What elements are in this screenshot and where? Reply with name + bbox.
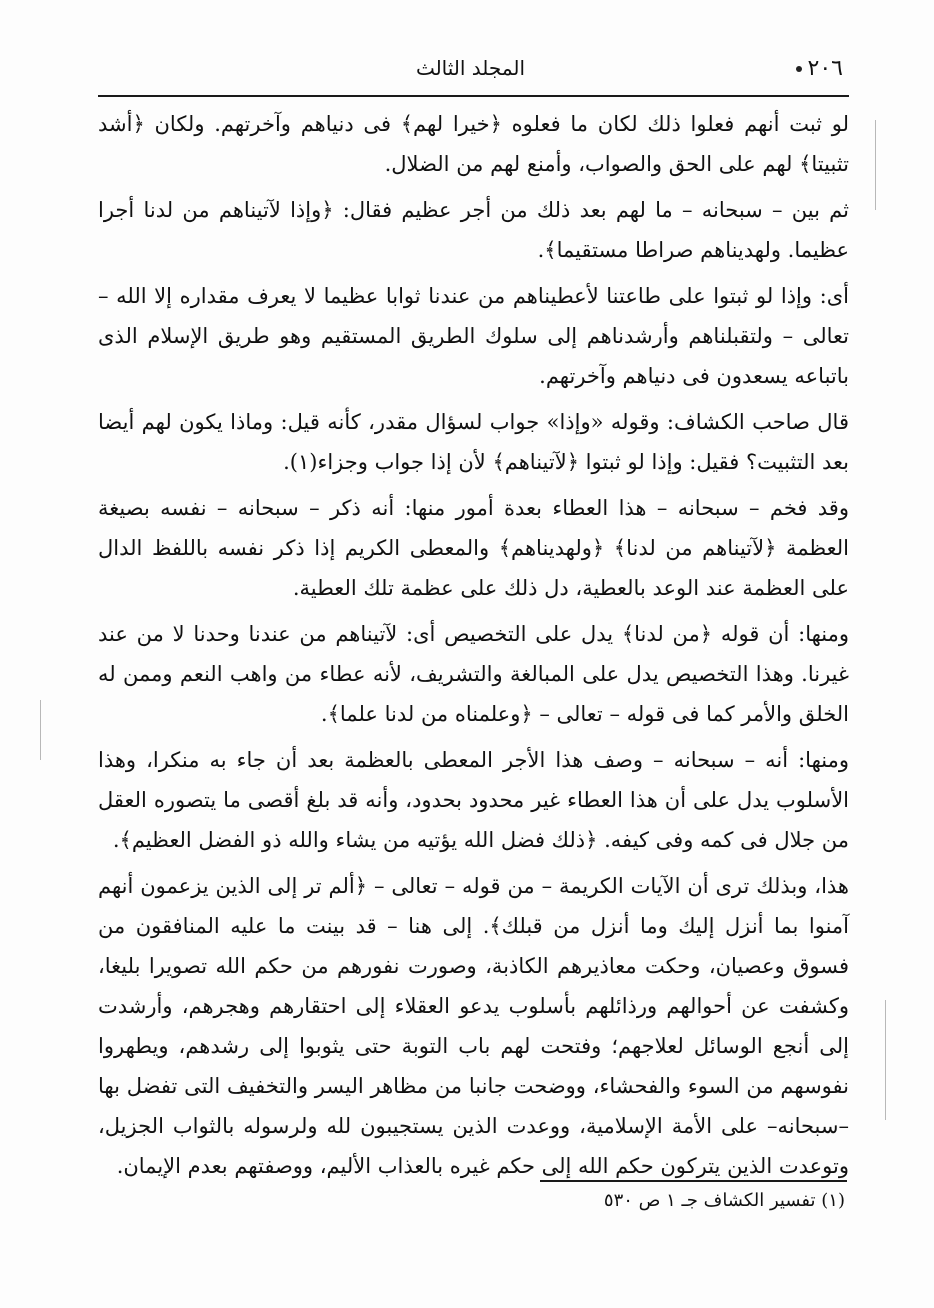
paragraph: ومنها: أنه – سبحانه – وصف هذا الأجر المعطى بالعظمة بعد أن جاء به منكرا، وهذا الأسلوب يدل على أن هذا العطاء غير محدود بحدود، وأنه قد بلغ أقصى ما يتصوره العقل من جلال فى كمه وفى كيفه. ﴿ذلك فضل الله يؤتيه من يشاء والله ذو الفضل العظيم﴾. xyxy=(98,748,850,852)
paragraph: ومنها: أن قوله ﴿من لدنا﴾ يدل على التخصيص أى: لآتيناهم من عندنا وحدنا لا من عند غيرنا. وهذا التخصيص يدل على المبالغة والتشريف، لأنه عطاء من واهب النعم وممن له الخلق والأمر كما فى قوله – تعالى – ﴿وعلمناه من لدنا علما﴾. xyxy=(98,622,849,726)
scan-margin-mark xyxy=(40,700,41,760)
paragraph: ثم بين – سبحانه – ما لهم بعد ذلك من أجر عظيم فقال: ﴿وإذا لآتيناهم من لدنا أجرا عظيما. ولهديناهم صراطا مستقيما﴾. xyxy=(98,198,849,262)
header-divider xyxy=(98,95,849,97)
scan-margin-mark xyxy=(875,120,876,210)
main-text xyxy=(98,104,849,1192)
footnote-divider xyxy=(540,1180,847,1182)
page-number: ٢٠٦ xyxy=(796,56,843,81)
paragraph: أى: وإذا لو ثبتوا على طاعتنا لأعطيناهم من عندنا ثوابا عظيما لا يعرف مقداره إلا الله – تعالى – ولتقبلناهم وأرشدناهم إلى سلوك الطريق المستقيم وهو طريق الإسلام الذى باتباعه يسعدون فى دنياهم وآخرتهم. xyxy=(98,284,849,388)
paragraph: هذا، وبذلك ترى أن الآيات الكريمة – من قوله – تعالى – ﴿ألم تر إلى الذين يزعمون أنهم آمنوا بما أنزل إليك وما أنزل من قبلك﴾. إلى هنا – قد بينت ما عليه المنافقون من فسوق وعصيان، وحكت معاذيرهم الكاذبة، وصورت نفورهم من حكم الله تصويرا بليغا، وكشفت عن أحوالهم ورذائلهم بأسلوب يدعو العقلاء إلى احتقارهم وهجرهم، وأرشدت إلى أنجع الوسائل لعلاجهم؛ وفتحت لهم باب التوبة حتى يثوبوا إلى رشدهم، ويطهروا نفوسهم من السوء والفحشاء، ووضحت جانبا من مظاهر اليسر والتخفيف التى تفضل بها –سبحانه– على الأمة الإسلامية، ووعدت الذين يستجيبون لله ولرسوله بالثواب الجزيل، وتوعدت الذين يتركون حكم الله إلى حكم غيره بالعذاب الأليم، ووصفتهم بعدم الإيمان. xyxy=(98,874,849,1178)
paragraph: وقد فخم – سبحانه – هذا العطاء بعدة أمور منها: أنه ذكر – سبحانه – نفسه بصيغة العظمة ﴿لآتيناهم من لدنا﴾ ﴿ولهديناهم﴾ والمعطى الكريم إذا ذكر نفسه باللفظ الدال على العظمة عند الوعد بالعطية، دل ذلك على عظمة تلك العطية. xyxy=(98,496,849,600)
page-header xyxy=(98,54,843,90)
footnote: (١) تفسير الكشاف جـ ١ ص ٥٣٠ xyxy=(603,1190,845,1211)
paragraph: قال صاحب الكشاف: وقوله «وإذا» جواب لسؤال مقدر، كأنه قيل: وماذا يكون لهم أيضا بعد التثبيت؟ فقيل: وإذا لو ثبتوا ﴿لآتيناهم﴾ لأن إذا جواب وجزاء(١). xyxy=(98,410,849,474)
scan-margin-mark xyxy=(885,1000,886,1120)
volume-title: المجلد الثالث xyxy=(415,56,526,80)
paragraph: لو ثبت أنهم فعلوا ذلك لكان ما فعلوه ﴿خيرا لهم﴾ فى دنياهم وآخرتهم. ولكان ﴿أشد تثبيتا﴾ لهم على الحق والصواب، وأمنع لهم من الضلال. xyxy=(98,112,849,176)
